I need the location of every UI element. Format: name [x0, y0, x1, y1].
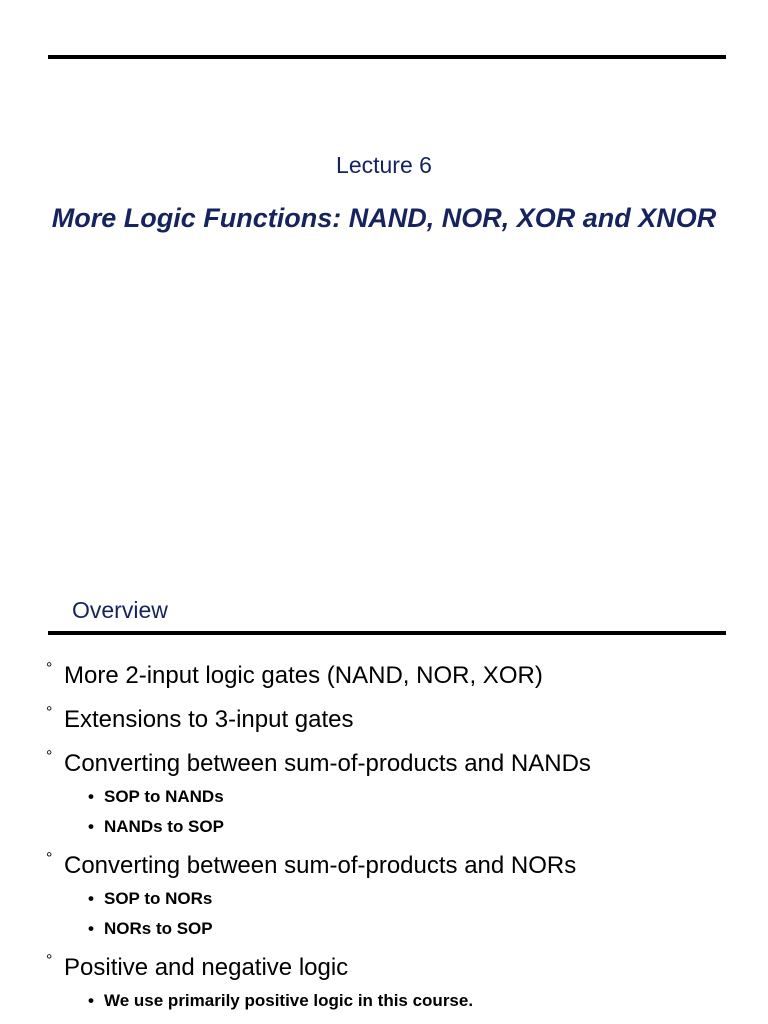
- degree-bullet-icon: °: [46, 952, 53, 969]
- outline-item: [42, 850, 576, 944]
- sub-item: [42, 782, 591, 812]
- dot-bullet-icon: •: [88, 817, 94, 836]
- overview-heading: Overview: [72, 597, 168, 623]
- outline-item: [42, 660, 543, 692]
- sub-item: [42, 986, 473, 1016]
- dot-bullet-icon: •: [88, 889, 94, 908]
- dot-bullet-icon: •: [88, 919, 94, 938]
- outline-item-text: Positive and negative logic: [64, 954, 349, 981]
- lecture-title: More Logic Functions: NAND, NOR, XOR and XNOR: [51, 203, 717, 233]
- dot-bullet-icon: •: [88, 991, 94, 1010]
- outline-item-text: Converting between sum-of-products and NANDs: [64, 750, 591, 777]
- outline-item-text: Extensions to 3-input gates: [64, 706, 354, 733]
- degree-bullet-icon: °: [46, 704, 53, 721]
- lecture-number: Lecture 6: [336, 152, 432, 178]
- overview-divider: [48, 631, 726, 635]
- degree-bullet-icon: °: [46, 850, 53, 867]
- sub-list: [42, 782, 591, 842]
- sub-item: [42, 812, 591, 842]
- sub-item-text: NANDs to SOP: [104, 817, 224, 836]
- sub-item: [42, 884, 576, 914]
- degree-bullet-icon: °: [46, 660, 53, 677]
- degree-bullet-icon: °: [46, 748, 53, 765]
- top-divider: [48, 55, 726, 59]
- sub-item: [42, 914, 576, 944]
- outline-item-text: More 2-input logic gates (NAND, NOR, XOR): [64, 662, 543, 689]
- sub-item-text: SOP to NORs: [104, 889, 213, 908]
- dot-bullet-icon: •: [88, 787, 94, 806]
- sub-item-text: SOP to NANDs: [104, 787, 224, 806]
- sub-item-text: NORs to SOP: [104, 919, 213, 938]
- outline-item: [42, 748, 591, 842]
- outline-item-text: Converting between sum-of-products and NORs: [64, 852, 577, 879]
- sub-list: [42, 884, 576, 944]
- outline-item: [42, 952, 473, 1016]
- sub-list: [42, 986, 473, 1016]
- sub-item-text: We use primarily positive logic in this course.: [104, 991, 474, 1010]
- outline-item: [42, 704, 354, 736]
